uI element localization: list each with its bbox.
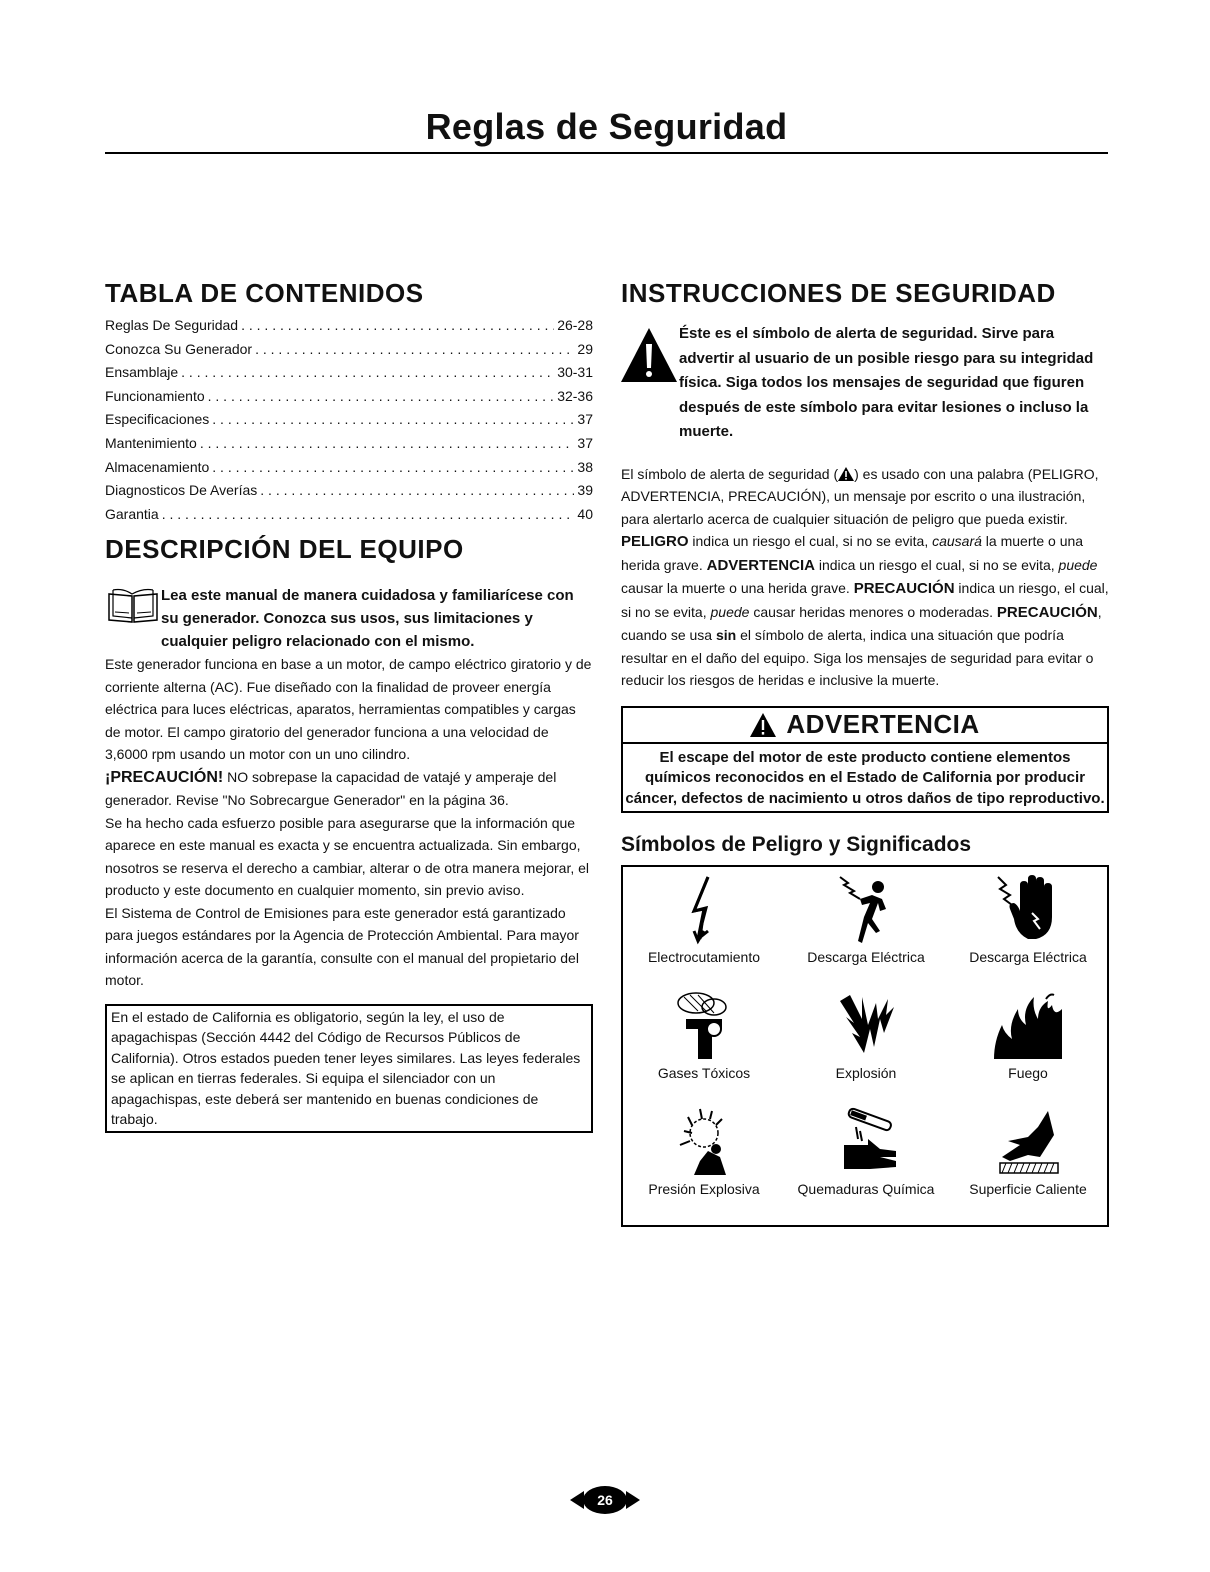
symbol-electrocution [623,873,785,965]
signal-words-paragraph [621,463,1109,692]
hazard-symbols-box [621,865,1109,1227]
toc-title: Mantenimiento [105,434,197,451]
toc-leader-dots [212,408,574,432]
description-heading: DESCRIPCIÓN DEL EQUIPO [105,534,464,565]
toc-leader-dots [181,361,554,385]
signal-text-4: la muerte o una herida grave. [621,533,1084,573]
fire-icon [988,989,1068,1063]
toc-row [105,479,593,503]
toc-row [105,456,593,480]
toc-pages: 39 [577,482,593,499]
manual-note-text: Lea este manual de manera cuidadosa y familiarícese con su generador. Conozca sus usos, sus limitaciones y cualquier peligro relacionado con el mismo. [161,587,574,651]
description-paragraph-3: El Sistema de Control de Emisiones para este generador está garantizado para juegos estándares por la Agencia de Protección Ambiental. Para mayor información acerca de la garantía, consulte con el manual del propietario del motor. [105,904,579,989]
warning-title: ADVERTENCIA [786,709,980,739]
symbol-toxic-fumes [623,989,785,1081]
inline-alert-icon [838,467,854,481]
symbol-hot-surface [947,1105,1109,1197]
signal-text-6: causar la muerte o una herida grave. [621,580,854,596]
word-advertencia: ADVERTENCIA [706,556,815,574]
word-sin: sin [715,627,737,643]
toc-title: Almacenamiento [105,458,210,475]
word-puede-1: puede [1058,556,1098,573]
safety-alert-icon [619,326,679,386]
page-number: 26 [597,1492,613,1508]
signal-text-5: indica un riesgo el cual, si no se evita, [814,556,1059,573]
toc-pages: 37 [577,434,593,451]
toc-pages: 26-28 [557,317,593,333]
symbol-label: Quemaduras Química [797,1181,935,1197]
toc-title: Conozca Su Generador [105,340,253,357]
signal-text-1: El símbolo de alerta de seguridad ( [621,465,839,482]
electric-shock-person-icon [826,873,906,947]
explosive-pressure-icon [664,1105,744,1179]
toc-pages: 37 [577,411,593,428]
california-notice-box: En el estado de California es obligatorio, según la ley, el uso de apagachispas (Sección 4442 del Código de Recursos Públicos de California). Otros estados pueden tener leyes similares. Las leyes federales se aplican en tierras federales. Si equipa el silenciador con un apagachispas, este deberá ser mantenido en buenas condiciones de trabajo. [105,1004,593,1133]
caution-paragraph [105,766,593,812]
toc-title: Ensamblaje [105,364,179,381]
signal-text-9: , cuando se usa [621,603,1102,643]
hot-surface-icon [988,1105,1068,1179]
symbol-label: Explosión [835,1065,897,1081]
toc-title: Funcionamiento [105,387,205,404]
toc-leader-dots [200,432,575,456]
toxic-fumes-icon [664,989,744,1063]
table-of-contents [105,314,593,526]
symbol-label: Electrocutamiento [647,949,761,965]
toc-row [105,408,593,432]
page-number-badge [570,1485,640,1515]
warning-box [621,706,1109,814]
signal-text-2: ) es usado con una palabra (PELIGRO, ADVERTENCIA, PRECAUCIÓN), un mensaje por escrito o una ilustración, para alertarlo acerca de cualquier situación de peligro que pueda existir. [621,465,1099,527]
signal-text-3: indica un riesgo el cual, si no se evita, [688,533,933,549]
signal-text-7: indica un riesgo, el cual, si no se evita, [621,580,1109,620]
explosion-icon [826,989,906,1063]
toc-row [105,503,593,527]
toc-leader-dots [255,338,574,362]
word-puede-2: puede [710,603,750,620]
safety-heading: INSTRUCCIONES DE SEGURIDAD [621,278,1056,308]
electric-shock-hand-icon [988,873,1068,947]
symbol-label: Presión Explosiva [648,1181,760,1197]
chemical-burn-icon [826,1105,906,1179]
symbol-label: Descarga Eléctrica [969,949,1087,965]
toc-row [105,361,593,385]
safety-alert-statement [621,322,1109,445]
toc-leader-dots [260,479,574,503]
symbol-label: Superficie Caliente [969,1181,1087,1197]
toc-pages: 32-36 [557,387,593,404]
description-paragraph-1: Este generador funciona en base a un motor, de campo eléctrico giratorio y de corriente alterna (AC). Fue diseñado con la finalidad de proveer energía eléctrica para luces eléctricas, aparatos, herramientas compatibles y cargas de motor. El campo giratorio del generador funciona a una velocidad de 3,6000 rpm usando un motor con un uno cilindro. [105,656,592,763]
warning-header [623,708,1107,744]
caution-text: NO sobrepase la capacidad de vatajé y amperaje del generador. Revise "No Sobrecargue Generador" en la página 36. [105,768,557,809]
symbol-explosive-pressure [623,1105,785,1197]
left-column [105,278,593,1133]
toc-row [105,432,593,456]
lightning-bolt-icon [664,873,744,947]
symbol-electric-shock-1 [785,873,947,965]
word-peligro: PELIGRO [621,533,689,550]
toc-row [105,314,593,338]
toc-pages: 29 [577,340,593,357]
toc-pages: 40 [577,505,593,522]
caution-lead: ¡PRECAUCIÓN! [105,768,224,786]
symbol-label: Fuego [1008,1065,1048,1081]
toc-leader-dots [162,503,575,527]
toc-title: Reglas De Seguridad [105,317,239,333]
symbol-label: Descarga Eléctrica [807,949,925,965]
warning-text: El escape del motor de este producto contiene elementos químicos reconocidos en el Estado de California por producir cáncer, defectos de nacimiento u otros daños de tipo reproductivo. [625,748,1105,807]
toc-leader-dots [212,456,574,480]
warning-alert-icon [750,713,776,737]
title-rule [105,152,1108,154]
symbol-fire [947,989,1109,1081]
description-paragraph-2: Se ha hecho cada esfuerzo posible para asegurarse que la información que aparece en este manual es exacta y se encuentra actualizada. Sin embargo, nosotros se reserva el derecho a cambiar, alterar o de otra manera mejorar, el producto y este documento en cualquier momento, sin previo aviso. [105,814,590,899]
symbol-chemical-burn [785,1105,947,1197]
signal-text-10: el símbolo de alerta, indica una situación que podría resultar en el daño del equipo. Siga los mensajes de seguridad para evitar o reducir los riesgos de heridas e inclusive la muerte. [621,627,1094,688]
toc-leader-dots [241,314,554,338]
right-column [621,278,1109,1227]
signal-text-8: causar heridas menores o moderadas. [749,603,997,620]
toc-title: Garantia [105,505,159,522]
symbols-heading: Símbolos de Peligro y Significados [621,833,972,856]
toc-row [105,338,593,362]
symbol-electric-shock-2 [947,873,1109,965]
toc-title: Diagnosticos De Averías [105,482,258,499]
toc-pages: 38 [577,458,593,475]
word-precaucion-2: PRECAUCIÓN [996,603,1098,621]
toc-row [105,385,593,409]
word-precaucion-1: PRECAUCIÓN [853,580,955,597]
toc-heading: TABLA DE CONTENIDOS [105,278,424,308]
toc-pages: 30-31 [557,364,593,381]
symbol-label: Gases Tóxicos [657,1065,751,1081]
toc-title: Especificaciones [105,411,210,428]
symbol-explosion [785,989,947,1081]
toc-leader-dots [208,385,555,409]
safety-alert-text: Éste es el símbolo de alerta de seguridad. Sirve para advertir al usuario de un posible riesgo para su integridad física. Siga todos los mensajes de seguridad que figuren después de este símbolo para evitar lesiones o incluso la muerte. [679,325,1094,440]
word-causara: causará [932,533,982,549]
manual-note [105,584,593,653]
page-title: Reglas de Seguridad [425,106,788,147]
open-book-icon [105,586,161,626]
